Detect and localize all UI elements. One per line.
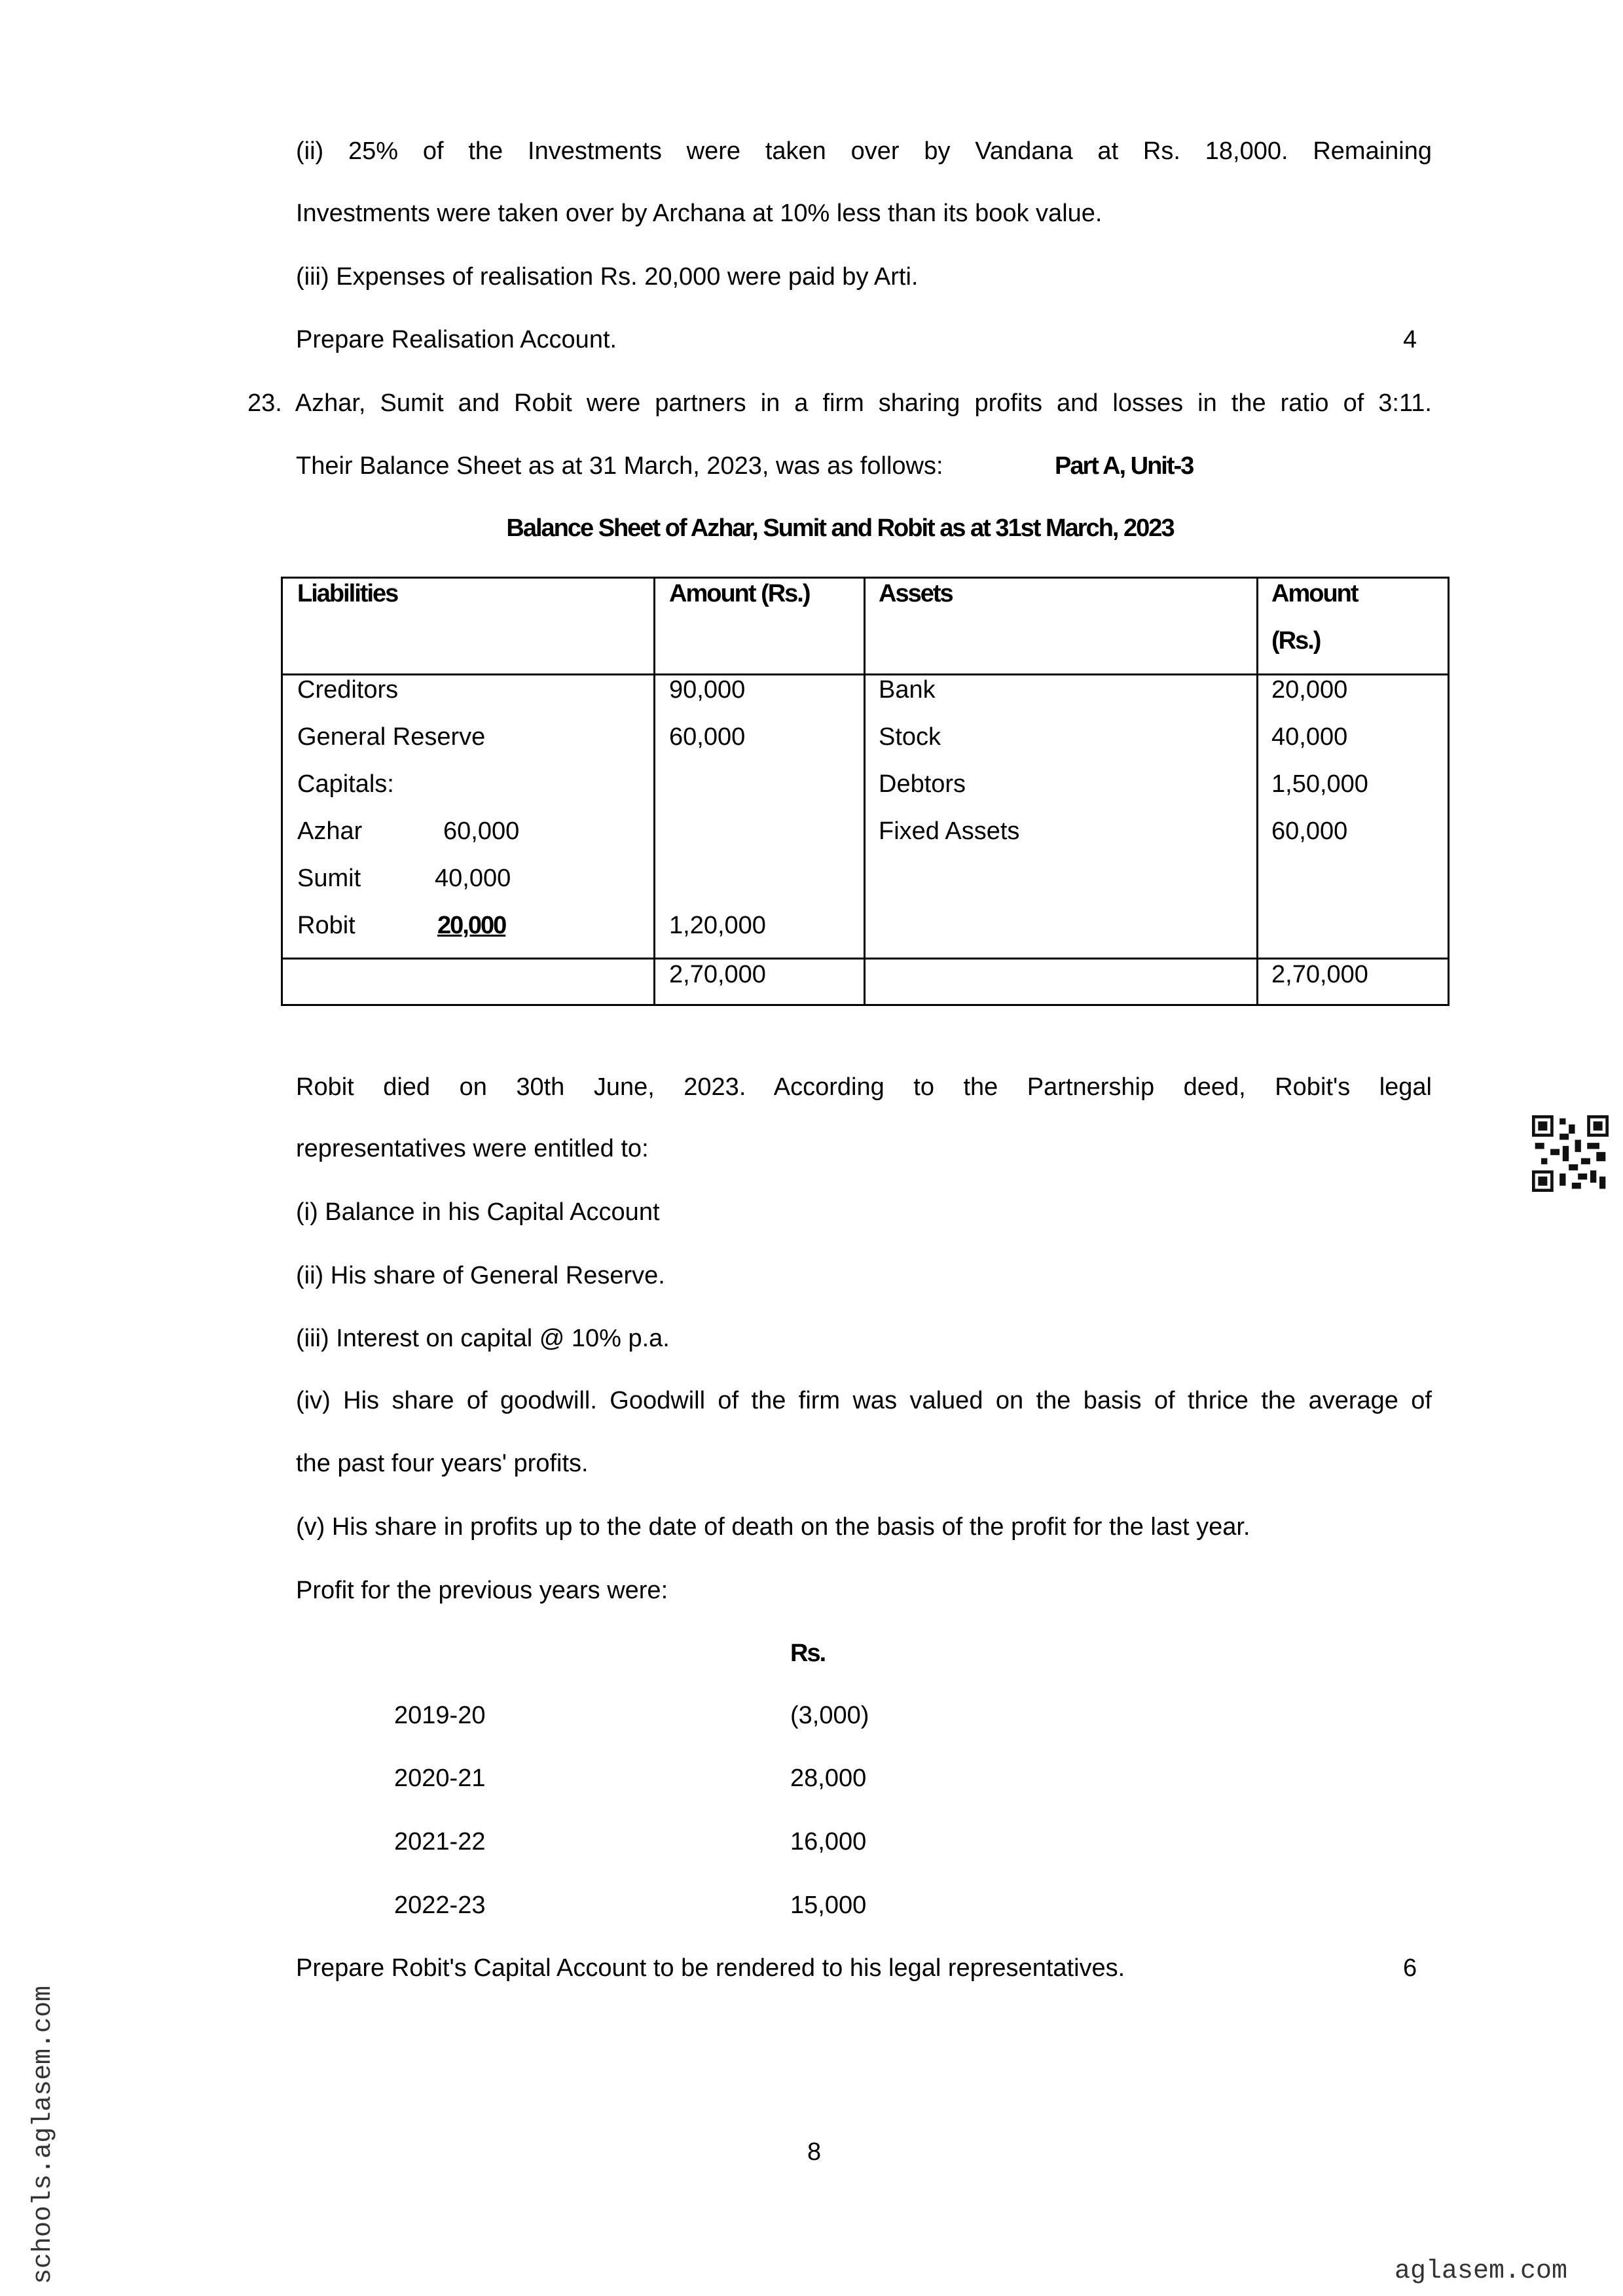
header-amount-2-unit: (Rs.) xyxy=(1271,627,1321,655)
question-23: 23. Azhar, Sumit and Robit were partners in a firm sharing profits and losses in the ratio of 3:11. xyxy=(247,389,1432,417)
asset-bank: Bank xyxy=(879,676,936,704)
liability-capitals: Capitals: xyxy=(297,770,394,798)
liability-creditors: Creditors xyxy=(297,676,399,704)
para-line-2: representatives were entitled to: xyxy=(296,1135,649,1162)
capital-name: Sumit xyxy=(297,865,361,892)
total-liabilities: 2,70,000 xyxy=(669,961,766,988)
profit-value: 15,000 xyxy=(790,1892,867,1919)
table-title: Balance Sheet of Azhar, Sumit and Robit as at 31st March, 2023 xyxy=(506,514,1174,542)
para-line-1: Robit died on 30th June, 2023. According to the Partnership deed, Robit's legal xyxy=(296,1073,1432,1101)
amount-capitals: 1,20,000 xyxy=(669,912,766,939)
amount-creditors: 90,000 xyxy=(669,676,746,704)
corner-watermark: aglasem.com xyxy=(1395,2257,1568,2286)
side-watermark: schools.aglasem.com xyxy=(29,1985,58,2284)
profits-intro: Profit for the previous years were: xyxy=(296,1577,668,1604)
entitlement-item: the past four years' profits. xyxy=(296,1450,589,1477)
balance-sheet-table xyxy=(281,577,1450,1006)
asset-stock: Stock xyxy=(879,723,941,751)
marks-q22: 4 xyxy=(1403,326,1417,353)
intro-line-4: Prepare Realisation Account. xyxy=(296,326,617,353)
profit-value: 16,000 xyxy=(790,1828,867,1856)
qr-code-icon xyxy=(1532,1115,1609,1192)
profit-year: 2022-23 xyxy=(394,1892,486,1919)
intro-line-1: (ii) 25% of the Investments were taken over by Vandana at Rs. 18,000. Remaining xyxy=(296,137,1432,165)
capital-amount: 20,000 xyxy=(437,912,506,939)
header-assets: Assets xyxy=(879,580,953,607)
amount-debtors: 1,50,000 xyxy=(1271,770,1368,798)
profit-year: 2019-20 xyxy=(394,1702,486,1729)
entitlement-item: (v) His share in profits up to the date of death on the basis of the profit for the last year. xyxy=(296,1513,1250,1541)
entitlement-item: (iv) His share of goodwill. Goodwill of the firm was valued on the basis of thrice the average of xyxy=(296,1387,1432,1414)
amount-stock: 40,000 xyxy=(1271,723,1348,751)
profits-header: Rs. xyxy=(790,1640,826,1667)
capital-name: Azhar xyxy=(297,817,363,845)
q23-line-2: Their Balance Sheet as at 31 March, 2023, was as follows: xyxy=(296,452,943,480)
marks-q23: 6 xyxy=(1403,1954,1417,1982)
header-amount-2: Amount xyxy=(1271,580,1358,607)
liability-general-reserve: General Reserve xyxy=(297,723,486,751)
asset-debtors: Debtors xyxy=(879,770,966,798)
amount-fixed-assets: 60,000 xyxy=(1271,817,1348,845)
entitlement-item: (i) Balance in his Capital Account xyxy=(296,1198,660,1226)
page-number: 8 xyxy=(807,2138,822,2166)
entitlement-item: (ii) His share of General Reserve. xyxy=(296,1262,665,1289)
unit-tag: Part A, Unit-3 xyxy=(1055,452,1194,480)
header-liabilities: Liabilities xyxy=(297,580,398,607)
amount-bank: 20,000 xyxy=(1271,676,1348,704)
total-assets: 2,70,000 xyxy=(1271,961,1368,988)
profit-value: 28,000 xyxy=(790,1765,867,1792)
capital-amount: 40,000 xyxy=(435,865,511,892)
profit-value: (3,000) xyxy=(790,1702,869,1729)
capital-amount: 60,000 xyxy=(443,817,520,845)
entitlement-item: (iii) Interest on capital @ 10% p.a. xyxy=(296,1325,670,1352)
profit-year: 2021-22 xyxy=(394,1828,486,1856)
capital-name: Robit xyxy=(297,912,356,939)
header-amount: Amount (Rs.) xyxy=(669,580,810,607)
profit-year: 2020-21 xyxy=(394,1765,486,1792)
intro-line-2: Investments were taken over by Archana at 10% less than its book value. xyxy=(296,200,1103,227)
intro-line-3: (iii) Expenses of realisation Rs. 20,000 were paid by Arti. xyxy=(296,263,919,291)
amount-general-reserve: 60,000 xyxy=(669,723,746,751)
final-instruction: Prepare Robit's Capital Account to be rendered to his legal representatives. xyxy=(296,1954,1125,1982)
asset-fixed-assets: Fixed Assets xyxy=(879,817,1020,845)
